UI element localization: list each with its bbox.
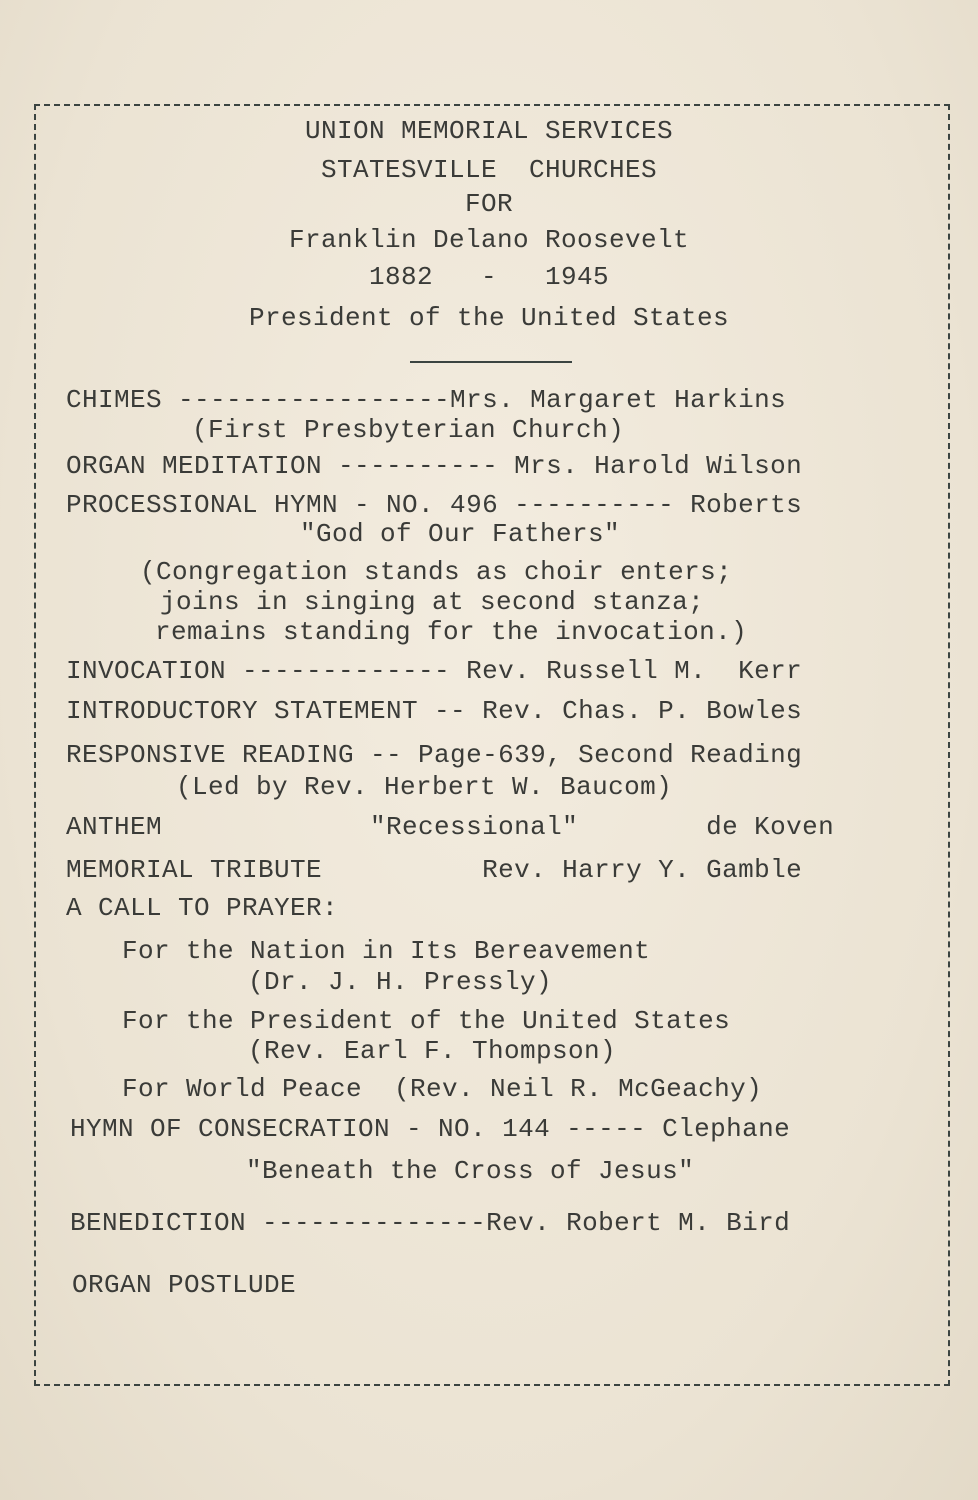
- header-line-5: 1882 - 1945: [368, 262, 610, 292]
- item-responsive-reading: RESPONSIVE READING -- Page-639, Second Reading: [66, 740, 803, 770]
- item-responsive-sub: (Led by Rev. Herbert W. Baucom): [176, 772, 673, 802]
- prayer-nation: For the Nation in Its Bereavement: [122, 936, 651, 966]
- item-hymn-title: "Beneath the Cross of Jesus": [246, 1156, 695, 1186]
- item-processional-note-1: (Congregation stands as choir enters;: [140, 557, 733, 587]
- item-organ-postlude: ORGAN POSTLUDE: [72, 1270, 297, 1300]
- item-benediction: BENEDICTION --------------Rev. Robert M. Bird: [70, 1208, 791, 1238]
- item-anthem: ANTHEM "Recessional" de Koven: [66, 812, 835, 842]
- item-invocation: INVOCATION ------------- Rev. Russell M. Kerr: [66, 656, 803, 686]
- prayer-peace: For World Peace (Rev. Neil R. McGeachy): [122, 1074, 763, 1104]
- item-processional: PROCESSIONAL HYMN - NO. 496 ---------- Roberts: [66, 490, 803, 520]
- item-processional-note-2: joins in singing at second stanza;: [160, 587, 705, 617]
- item-organ-meditation: ORGAN MEDITATION ---------- Mrs. Harold Wilson: [66, 451, 803, 481]
- item-processional-title: "God of Our Fathers": [300, 519, 621, 549]
- item-chimes: CHIMES -----------------Mrs. Margaret Harkins: [66, 385, 787, 415]
- header-line-6: President of the United States: [248, 303, 730, 333]
- item-processional-note-3: remains standing for the invocation.): [155, 617, 748, 647]
- header-line-2: STATESVILLE CHURCHES: [320, 155, 658, 185]
- header-line-1: UNION MEMORIAL SERVICES: [304, 116, 674, 146]
- item-chimes-sub: (First Presbyterian Church): [192, 415, 625, 445]
- item-introductory: INTRODUCTORY STATEMENT -- Rev. Chas. P. Bowles: [66, 696, 803, 726]
- header-line-4: Franklin Delano Roosevelt: [288, 225, 690, 255]
- item-memorial-tribute: MEMORIAL TRIBUTE Rev. Harry Y. Gamble: [66, 855, 803, 885]
- divider-rule: [410, 361, 572, 363]
- item-call-to-prayer: A CALL TO PRAYER:: [66, 893, 339, 923]
- prayer-nation-sub: (Dr. J. H. Pressly): [248, 967, 553, 997]
- prayer-president: For the President of the United States: [122, 1006, 731, 1036]
- item-hymn-consecration: HYMN OF CONSECRATION - NO. 144 ----- Clephane: [70, 1114, 791, 1144]
- header-line-3: FOR: [464, 189, 513, 219]
- prayer-president-sub: (Rev. Earl F. Thompson): [248, 1036, 617, 1066]
